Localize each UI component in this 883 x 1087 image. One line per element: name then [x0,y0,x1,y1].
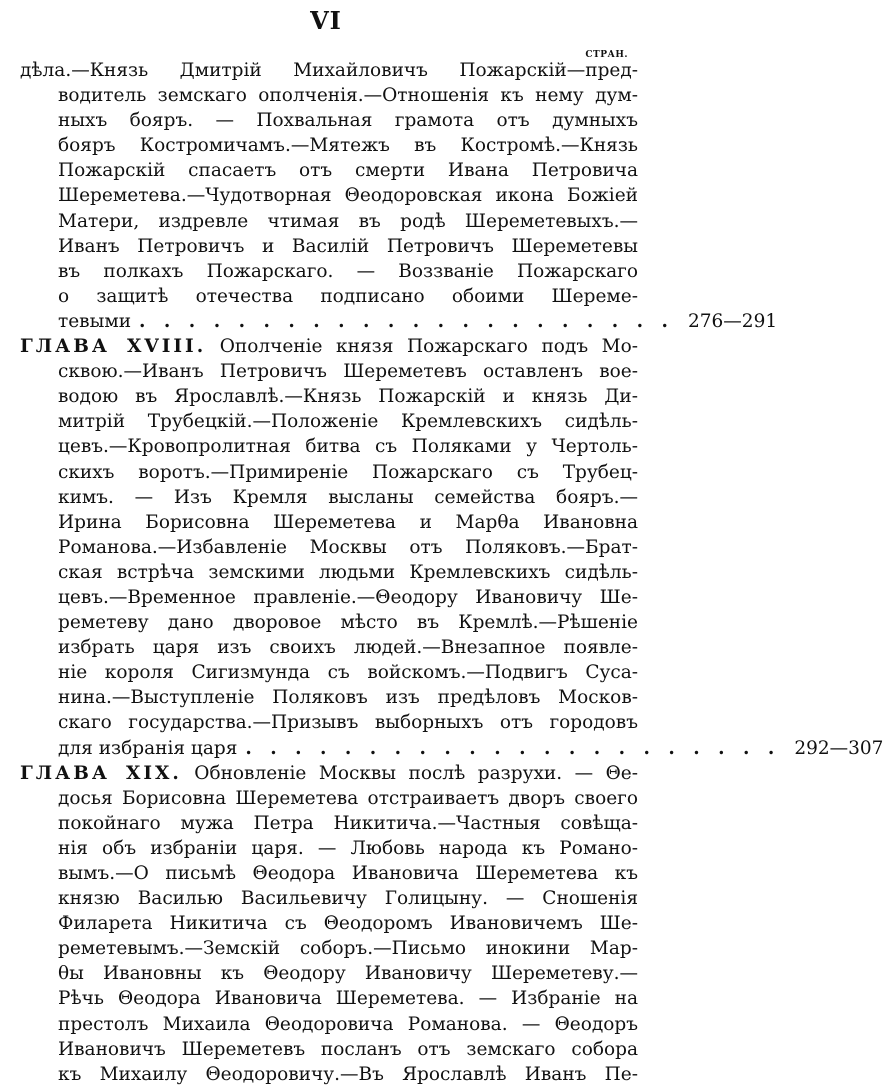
toc-line-text: бояръ Костромичамъ.—Мятежъ въ Костромѣ.—Князь [58,135,638,157]
toc-line [20,961,638,986]
toc-line [20,284,638,309]
chapter-label: ГЛАВА XVIII. [20,336,207,358]
pages-column-header: СТРАН. [585,50,628,60]
toc-line-text: цевъ.—Кровопролитная битва съ Поляками у Чертоль- [58,436,638,458]
toc-line [20,761,638,786]
toc-line-text: Филарета Никитича съ Θеодоромъ Ивановичемъ Ше- [58,913,638,935]
chapter-label: ГЛАВА XIX. [20,762,182,784]
toc-line-text: къ Михаилу Θеодоровичу.—Въ Ярославлѣ Иванъ Пе- [58,1063,638,1085]
toc-line [20,560,638,585]
toc-entry [20,761,638,1087]
toc-line [20,434,638,459]
toc-line [20,1037,638,1062]
toc-line [20,836,638,861]
toc-line-text: нина.—Выступленіе Поляковъ изъ предѣловъ Москов- [58,687,638,709]
toc-line-text: ныхъ бояръ. — Похвальная грамота отъ думныхъ [58,110,638,132]
toc-line-text: вымъ.—О письмѣ Θеодора Ивановича Шереметева къ [58,863,638,884]
toc-line-text: Ирина Борисовна Шереметева и Марθа Ивановна [58,511,638,533]
toc-line-text: избрать царя изъ своихъ людей.—Внезапное появле- [58,637,638,659]
toc-line [20,736,883,761]
leader-dots: . . . . . . . . . . . . . . . . . . . . . . [139,310,674,332]
toc-line-text: Обновленіе Москвы послѣ разрухи. — Θе- [181,762,638,784]
toc-line-text: Пожарскій спасаетъ отъ смерти Ивана Петровича [58,160,638,182]
toc-line-text: въ полкахъ Пожарскаго. — Воззваніе Пожарскаго [58,260,638,282]
toc-line-text: ская встрѣча земскими людьми Кремлевскихъ сидѣль- [58,561,638,583]
toc-line [20,610,638,635]
toc-line-text: Шереметева.—Чудотворная Θеодоровская икона Божіей [58,185,638,207]
toc-line-text: тевыми [58,310,132,332]
page-range: 292—307 [794,737,883,759]
toc-line-text: Ивановичъ Шереметевъ посланъ отъ земскаго собора [58,1038,638,1060]
toc-line-text: θы Ивановны къ Θеодору Ивановичу Шереметеву.— [58,963,638,985]
toc-line [20,710,638,735]
page-number: VI [310,6,342,35]
toc-line-text: скихъ воротъ.—Примиреніе Пожарскаго съ Трубец- [58,461,638,483]
toc-line [20,309,778,334]
toc-line-text: дѣла.—Князь Дмитрій Михайловичъ Пожарскій—пред- [20,60,638,81]
toc-line [20,936,638,961]
toc-line [20,811,638,836]
toc-line [20,83,638,108]
toc-line [20,183,638,208]
toc-line [20,986,638,1011]
toc-line-text: цевъ.—Временное правленіе.—Θеодору Ивановичу Ше- [58,586,638,608]
toc-line [20,485,638,510]
toc-line [20,861,638,886]
toc-line-text: скаго государства.—Призывъ выборныхъ отъ городовъ [58,712,638,734]
toc-line-text: покойнаго мужа Петра Никитича.—Частныя совѣща- [58,812,638,834]
toc-line [20,259,638,284]
toc-line-text: ніе короля Сигизмунда съ войскомъ.—Подвигъ Суса- [58,662,638,684]
toc-line-text: сквою.—Иванъ Петровичъ Шереметевъ оставленъ вое- [58,361,638,383]
toc-line-text: реметевымъ.—Земскій соборъ.—Письмо инокини Мар- [58,938,638,960]
toc-line [20,209,638,234]
leader-dots: . . . . . . . . . . . . . . . . . . . . . . [245,737,781,759]
toc-line [20,133,638,158]
toc-entry [20,58,778,334]
toc-line-text: Рѣчь Θеодора Ивановича Шереметева. — Избраніе на [58,988,638,1010]
toc-line-text: митрій Трубецкій.—Положеніе Кремлевскихъ сидѣль- [58,411,638,433]
toc-line-text: досья Борисовна Шереметева отстраиваетъ дворъ своего [58,787,638,809]
toc-line [20,1062,638,1087]
toc-line [20,108,638,133]
page-range: 276—291 [688,310,778,332]
toc-line [20,660,638,685]
toc-line-text: Романова.—Избавленіе Москвы отъ Поляковъ.—Брат- [58,536,638,558]
toc-line [20,510,638,535]
toc-line-text: водою въ Ярославлѣ.—Князь Пожарскій и князь Ди- [58,386,638,408]
toc-line [20,585,638,610]
toc-line-text: нія объ избраніи царя. — Любовь народа къ Романо- [58,837,638,859]
toc-line-text: князю Василью Васильевичу Голицыну. — Сношенія [58,888,638,910]
toc-line [20,334,638,359]
toc-line [20,460,638,485]
toc-line [20,685,638,710]
toc-line-text: водитель земскаго ополченія.—Отношенія къ нему дум- [58,85,638,107]
toc-line [20,234,638,259]
toc-line-text: о защитѣ отечества подписано обоими Шереме- [58,285,638,307]
toc-line [20,58,638,83]
toc-line-text: кимъ. — Изъ Кремля высланы семейства бояръ.— [58,486,638,508]
toc-line-text: Матери, издревле чтимая въ родѣ Шереметевыхъ.— [58,210,638,232]
toc-line [20,635,638,660]
table-of-contents [20,58,883,1087]
toc-line [20,359,638,384]
toc-line [20,1012,638,1037]
toc-line-text: реметеву дано дворовое мѣсто въ Кремлѣ.—Рѣшеніе [58,612,638,634]
toc-line-text: Ополченіе князя Пожарскаго подъ Мо- [206,336,638,358]
toc-line [20,409,638,434]
toc-line [20,911,638,936]
toc-line [20,886,638,911]
toc-entry [20,334,883,761]
toc-line-text: престолъ Михаила Θеодоровича Романова. — Θеодоръ [58,1013,638,1035]
toc-line-text: Иванъ Петровичъ и Василій Петровичъ Шереметевы [58,235,638,257]
toc-line [20,786,638,811]
toc-line [20,384,638,409]
toc-line-text: для избранія царя [58,737,238,759]
toc-line [20,535,638,560]
toc-line [20,158,638,183]
